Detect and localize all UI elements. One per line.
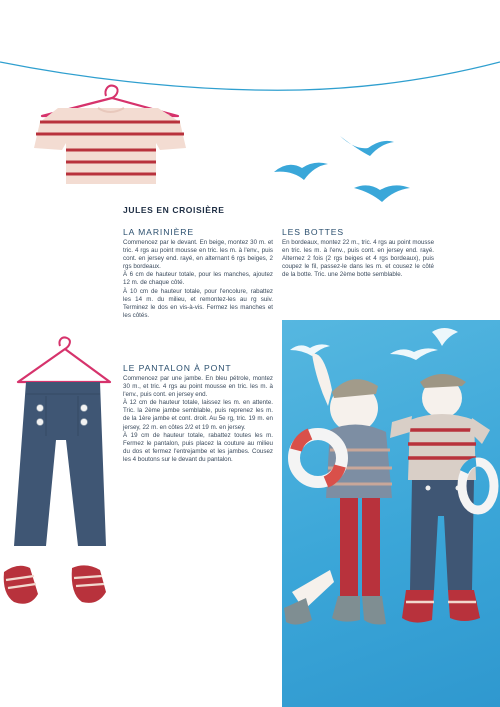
paragraph: À 12 cm de hauteur totale, laissez les m. en attente. Tric. la 2ème jambe semblable, puis reprenez les m. de la 1ère jambe et cont. droit. Au 5e rg, tric. 19 m. en jersey, 22 m. en côtes 2/2 et 19 m. en jersey. (123, 399, 273, 431)
seagulls (270, 128, 420, 208)
paragraph: Commencez par le devant. En beige, montez 30 m. et tric. 4 rgs au point mousse en tric. les m. à l'env., puis cont. en jersey end. rayé, en alternant 6 rgs beiges, 2 rgs bordeaux. (123, 239, 273, 271)
seagull-icon (274, 163, 328, 180)
section-body-mariniere (123, 239, 273, 320)
dolls-photo (282, 320, 500, 707)
section-heading-bottes: LES BOTTES (282, 227, 345, 237)
paragraph: À 19 cm de hauteur totale, rabattez toutes les m. Fermez le pantalon, puis placez la couture au milieu du dos et fermez l'entrejambe et les jambes. Cousez les 4 boutons sur le devant du pantalon. (123, 431, 273, 463)
paragraph: Commencez par une jambe. En bleu pétrole, montez 30 m., et tric. 4 rgs au point mousse en tric. les m. à l'env., puis cont. en jersey end. (123, 375, 273, 399)
section-heading-mariniere: LA MARINIÈRE (123, 227, 194, 237)
paragraph: En bordeaux, montez 22 m., tric. 4 rgs au point mousse en tric. les m. à l'env., puis cont. en jersey end. rayé. Alternez 2 fois (2 rgs beiges et 4 rgs bordeaux), puis coupez le fil, passez-le dans les m. et cousez le côté de la botte. Tric. une 2ème botte semblable. (282, 239, 435, 279)
seagull-icon (390, 348, 438, 360)
seagull-icon (432, 328, 458, 346)
hanger-icon (18, 337, 110, 382)
paragraph: À 6 cm de hauteur totale, pour les manches, ajoutez 12 m. de chaque côté. (123, 271, 273, 287)
seagull-icon (290, 344, 330, 356)
paragraph: À 10 cm de hauteur totale, pour l'encolure, rabattez les 14 m. du milieu, et remontez-les au rg suiv. Terminez le dos en vis-à-vis. Fermez les manches et les côtés. (123, 287, 273, 319)
page-title: JULES EN CROISIÈRE (123, 205, 225, 215)
section-body-pantalon (123, 375, 273, 464)
seagull-icon (354, 185, 410, 202)
trousers-illustration (0, 336, 122, 616)
boot-illustration (4, 565, 106, 603)
section-heading-pantalon: LE PANTALON À PONT (123, 363, 232, 373)
sweater-illustration (28, 68, 188, 193)
seagull-icon (340, 136, 394, 156)
dolls-photo-illustration (282, 320, 500, 707)
section-body-bottes (282, 239, 434, 279)
